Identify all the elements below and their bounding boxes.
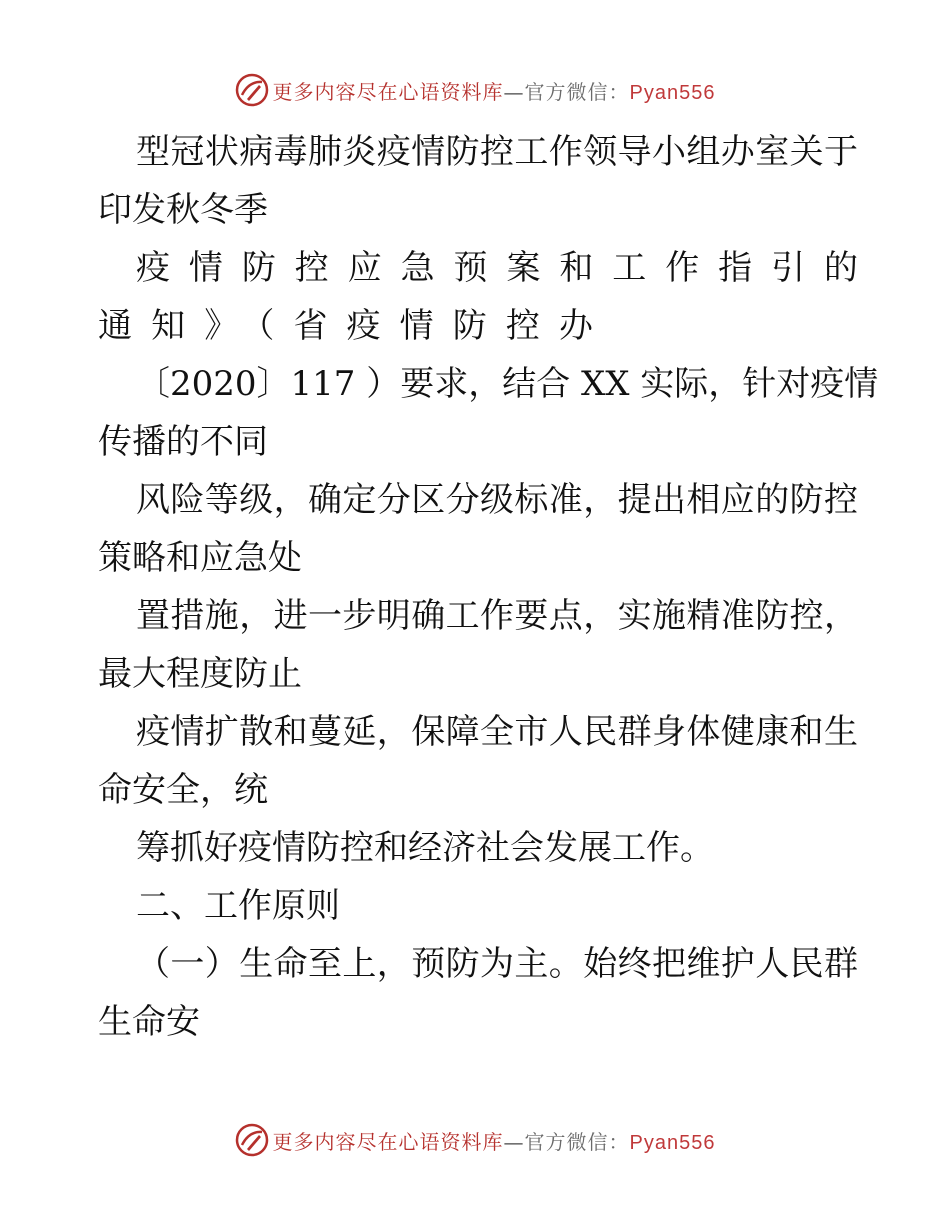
body-line: 疫情防控应急预案和工作指引的 (136, 248, 858, 288)
body-line: 生命安 (98, 1002, 200, 1042)
body-line: 命安全，统 (98, 770, 268, 810)
document-body (98, 123, 879, 1051)
pen-logo-icon (235, 73, 269, 107)
banner-wechat-label: 官方微信： (524, 79, 630, 104)
pen-logo-icon (235, 1123, 269, 1157)
body-line: 筹抓好疫情防控和经济社会发展工作。 (136, 828, 714, 868)
banner-title: 更多内容尽在心语资料库 (272, 1129, 504, 1154)
banner-wechat-label: 官方微信： (524, 1129, 630, 1154)
banner-dash: — (503, 1129, 525, 1154)
body-line: 疫情扩散和蔓延，保障全市人民群身体健康和生 (136, 712, 858, 752)
body-line: 传播的不同 (98, 422, 268, 462)
banner-wechat-id: Pyan556 (629, 81, 716, 104)
header-banner (0, 70, 950, 110)
banner-dash: — (503, 79, 525, 104)
body-line: 印发秋冬季 (98, 190, 268, 230)
body-line: 通知》（省疫情防控办 (98, 306, 593, 346)
banner-title: 更多内容尽在心语资料库 (272, 79, 504, 104)
body-line: 型冠状病毒肺炎疫情防控工作领导小组办室关于 (136, 132, 858, 172)
body-line: 〔2020〕117 ）要求，结合 XX 实际，针对疫情 (136, 364, 879, 404)
body-line: 策略和应急处 (98, 538, 302, 578)
body-line: 最大程度防止 (98, 654, 302, 694)
banner-wechat-id: Pyan556 (629, 1131, 716, 1154)
section-heading: 二、工作原则 (136, 886, 340, 926)
body-line: 置措施，进一步明确工作要点，实施精准防控， (136, 596, 858, 636)
body-line: （一）生命至上，预防为主。始终把维护人民群 (136, 944, 858, 984)
footer-banner (0, 1120, 950, 1160)
body-line: 风险等级，确定分区分级标准，提出相应的防控 (136, 480, 858, 520)
